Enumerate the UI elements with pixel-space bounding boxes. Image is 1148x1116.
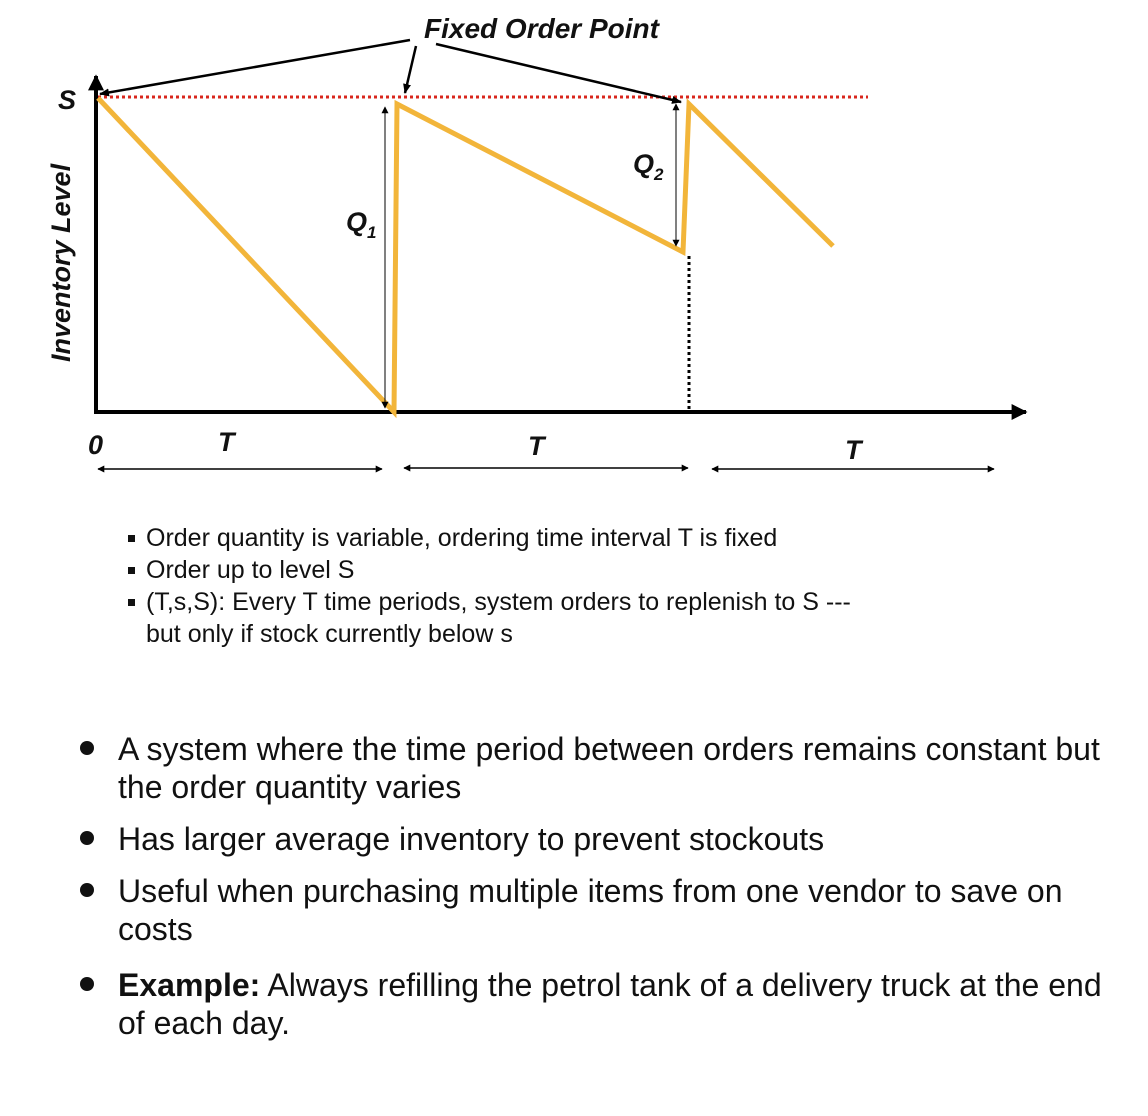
callout-arrow-2 [405, 46, 416, 93]
bullet-item: Useful when purchasing multiple items from one vendor to save on costs [76, 872, 1126, 948]
notes-list [124, 522, 851, 650]
callout-arrow-1 [100, 40, 410, 94]
inventory-sawtooth [98, 98, 833, 412]
notes-item [124, 586, 851, 650]
period-label-1: T [218, 427, 235, 457]
level-s-label: S [58, 85, 77, 115]
bullet-item-example [76, 966, 1126, 1042]
inventory-diagram [0, 0, 1148, 500]
example-text: Always refilling the petrol tank of a delivery truck at the end of each day. [118, 967, 1102, 1041]
notes-item: Order up to level S [124, 554, 851, 586]
bullet-list [76, 730, 1126, 1060]
example-label: Example: [118, 967, 261, 1003]
q2-label: $Q_2$ [633, 149, 664, 184]
notes-item-line-1: (T,s,S): Every T time periods, system orders to replenish to S --- [146, 588, 851, 616]
period-label-2: T [528, 431, 545, 461]
period-label-3: T [845, 435, 862, 465]
bullet-item: Has larger average inventory to prevent stockouts [76, 820, 1126, 858]
callout-arrow-3 [436, 44, 681, 102]
bullet-item: A system where the time period between orders remains constant but the order quantity varies [76, 730, 1126, 806]
notes-item-line-2: but only if stock currently below s [146, 620, 513, 648]
q1-label: $Q_1$ [346, 207, 377, 242]
origin-label: 0 [88, 430, 104, 460]
callout-label: Fixed Order Point [424, 13, 659, 44]
y-axis-label: Inventory Level [46, 163, 76, 362]
notes-item: Order quantity is variable, ordering time interval T is fixed [124, 522, 851, 554]
